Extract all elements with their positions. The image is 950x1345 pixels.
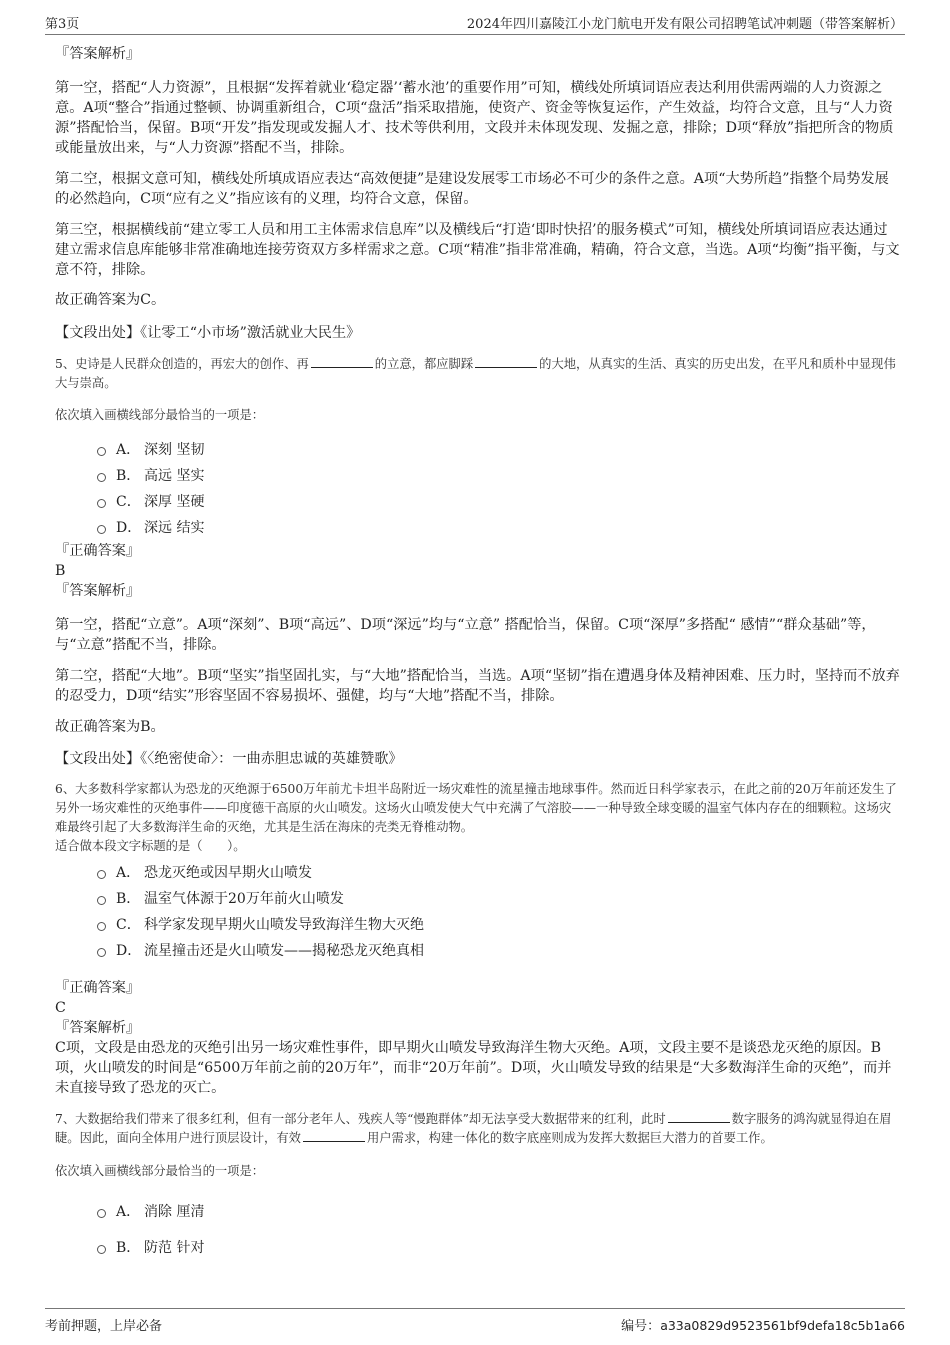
- page-content: [55, 44, 900, 1257]
- radio-icon[interactable]: [97, 948, 106, 957]
- radio-icon[interactable]: [97, 1209, 106, 1218]
- analysis-paragraph: 第三空，根据横线前“建立零工人员和用工主体需求信息库”以及横线后“打造‘即时快招’的服务模式”可知，横线处所填词语应表达通过建立需求信息库能够非常准确地连接劳资双方多样需求之意。C项“精准”指非常准确，精确，符合文意，当选。A项“均衡”指平衡，与文意不符，排除。: [55, 222, 900, 278]
- page-header: [45, 10, 905, 35]
- analysis-label: 『答案解析』: [55, 1020, 141, 1036]
- fill-blank: [668, 1110, 730, 1123]
- option-b[interactable]: B． 温室气体源于20万年前火山喷发: [55, 888, 900, 908]
- analysis-paragraph: 第一空，搭配“立意”。A项“深刻”、B项“高远”、D项“深远”均与“立意” 搭配恰当，保留。C项“深厚”多搭配“ 感情”“群众基础”等，与“立意”搭配不当，排除。: [55, 617, 876, 653]
- answer-value: C: [55, 1000, 66, 1016]
- option-a[interactable]: A． 恐龙灭绝或因早期火山喷发: [55, 862, 900, 882]
- radio-icon[interactable]: [97, 922, 106, 931]
- analysis-paragraph: 第一空，搭配“人力资源”，且根据“发挥着就业‘稳定器’‘蓄水池’的重要作用”可知，横线处所填词语应表达利用供需两端的人力资源之意。A项“整合”指通过整顿、协调重新组合，C项“盘活”指采取措施，使资产、资金等恢复运作，产生效益，均符合文意，且与“人力资源”搭配恰当，保留。B项“开发”指发现或发掘人才、技术等供利用，文段并未体现发现、发掘之意，排除；D项“释放”指把所含的物质或能量放出来，与“人力资源”搭配不当，排除。: [55, 80, 894, 156]
- question-instruction: 适合做本段文字标题的是（ ）。: [55, 839, 246, 853]
- radio-icon[interactable]: [97, 447, 106, 456]
- option-c[interactable]: C． 深厚 坚硬: [55, 491, 900, 511]
- analysis-paragraph: 第二空，搭配“大地”。B项“坚实”指坚固扎实，与“大地”搭配恰当，当选。A项“坚韧”指在遭遇身体及精神困难、压力时，坚持而不放弃的忍受力，D项“结实”形容坚固不容易损坏、强健，均与“大地”搭配不当，排除。: [55, 668, 900, 704]
- source: 【文段出处】《让零工“小市场”激活就业大民生》: [55, 325, 361, 341]
- conclusion: 故正确答案为B。: [55, 719, 165, 735]
- answer-label: 『正确答案』: [55, 980, 141, 996]
- answer-label: 『正确答案』: [55, 543, 141, 559]
- radio-icon[interactable]: [97, 499, 106, 508]
- question-stem: 6、大多数科学家都认为恐龙的灭绝源于6500万年前尤卡坦半岛附近一场灾难性的流星撞击地球事件。然而近日科学家表示，在此之前的20万年前还发生了另外一场灾难性的灭绝事件——印度德干高原的火山喷发。这场火山喷发使大气中充满了气溶胶——一种导致全球变暖的温室气体内存在的细颗粒。这场灾难最终引起了大多数海洋生命的灭绝，尤其是生活在海床的壳类无脊椎动物。: [55, 782, 897, 834]
- answer-value: B: [55, 563, 66, 579]
- analysis-paragraph: C项，文段是由恐龙的灭绝引出另一场灾难性事件，即早期火山喷发导致海洋生物大灭绝。A项，文段主要不是谈恐龙灭绝的原因。B项，火山喷发的时间是“6500万年前之前的20万年”，而非“20万年前”。D项，火山喷发导致的结果是“大多数海洋生命的灭绝”，而并未直接导致了恐龙的灭亡。: [55, 1040, 892, 1096]
- analysis-paragraph: 第二空，根据文意可知，横线处所填成语应表达“高效便捷”是建设发展零工市场必不可少的条件之意。A项“大势所趋”指整个局势发展的必然趋向，C项“应有之义”指应该有的义理，均符合文意，保留。: [55, 171, 889, 207]
- option-d[interactable]: D． 深远 结实: [55, 517, 900, 537]
- option-a[interactable]: A． 深刻 坚韧: [55, 439, 900, 459]
- document-id: 编号：a33a0829d9523561bf9defa18c5b1a66: [621, 1318, 905, 1334]
- analysis-label: 『答案解析』: [55, 583, 141, 599]
- option-b[interactable]: B． 防范 针对: [55, 1237, 900, 1257]
- page-number: 第3页: [45, 17, 80, 32]
- option-b[interactable]: B． 高远 坚实: [55, 465, 900, 485]
- question-instruction: 依次填入画横线部分最恰当的一项是：: [55, 408, 265, 422]
- page-footer: [45, 1308, 905, 1335]
- document-title: 2024年四川嘉陵江小龙门航电开发有限公司招聘笔试冲刺题（带答案解析）: [466, 17, 903, 32]
- radio-icon[interactable]: [97, 896, 106, 905]
- radio-icon[interactable]: [97, 525, 106, 534]
- fill-blank: [311, 355, 373, 368]
- option-a[interactable]: A． 消除 厘清: [55, 1201, 900, 1221]
- radio-icon[interactable]: [97, 870, 106, 879]
- analysis-label: 『答案解析』: [55, 46, 141, 62]
- option-d[interactable]: D． 流星撞击还是火山喷发——揭秘恐龙灭绝真相: [55, 940, 900, 960]
- radio-icon[interactable]: [97, 1245, 106, 1254]
- fill-blank: [475, 355, 537, 368]
- question-instruction: 依次填入画横线部分最恰当的一项是：: [55, 1164, 265, 1178]
- question-stem: 5、史诗是人民群众创造的，再宏大的创作、再 的立意，都应脚踩 的大地，从真实的生活、真实的历史出发，在平凡和质朴中显现伟大与崇高。: [55, 357, 896, 390]
- footer-slogan: 考前押题，上岸必备: [45, 1319, 163, 1334]
- source: 【文段出处】《〈绝密使命〉：一曲赤胆忠诚的英雄赞歌》: [55, 751, 403, 767]
- option-c[interactable]: C． 科学家发现早期火山喷发导致海洋生物大灭绝: [55, 914, 900, 934]
- fill-blank: [303, 1129, 365, 1142]
- question-stem: 7、大数据给我们带来了很多红利，但有一部分老年人、残疾人等“慢跑群体”却无法享受大数据带来的红利，此时 数字服务的鸿沟就显得迫在眉睫。因此，面向全体用户进行顶层设计，有效 用户需求，构建一体化的数字底座则成为发挥大数据巨大潜力的首要工作。: [55, 1112, 892, 1145]
- conclusion: 故正确答案为C。: [55, 292, 166, 308]
- radio-icon[interactable]: [97, 473, 106, 482]
